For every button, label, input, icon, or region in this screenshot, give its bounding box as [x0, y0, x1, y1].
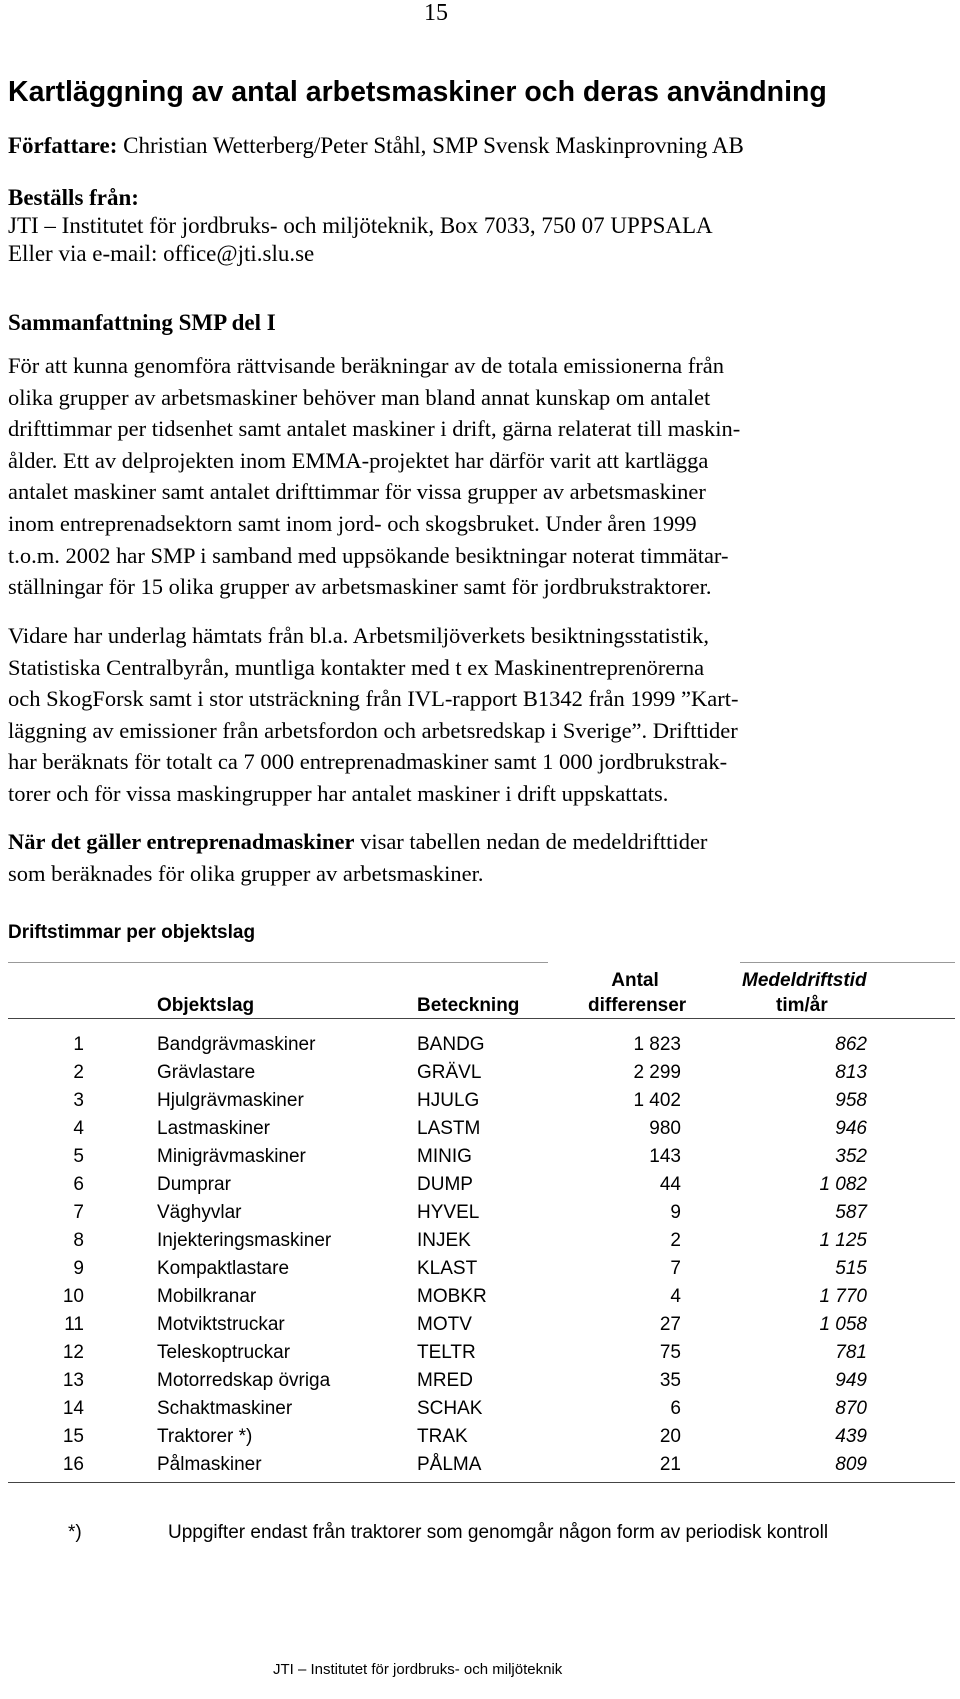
cell-antal: 6	[670, 1398, 681, 1419]
cell-no: 6	[73, 1174, 84, 1195]
table-row	[0, 1258, 960, 1286]
table-row	[0, 1286, 960, 1314]
summary-paragraph-2	[8, 620, 948, 810]
cell-beteckning: TELTR	[417, 1342, 476, 1363]
authors-label: Författare:	[8, 133, 118, 158]
cell-beteckning: MOTV	[417, 1314, 472, 1335]
paragraph-line: t.o.m. 2002 har SMP i samband med uppsökande besiktningar noterat timmätar-	[8, 542, 729, 568]
paragraph-line	[8, 826, 948, 858]
cell-antal: 44	[659, 1174, 681, 1195]
cell-objektslag: Injekteringsmaskiner	[157, 1230, 332, 1251]
cell-antal: 7	[670, 1258, 681, 1279]
page-footer: JTI – Institutet för jordbruks- och miljöteknik	[273, 1661, 563, 1678]
paragraph-line: inom entreprenadsektorn samt inom jord- och skogsbruket. Under åren 1999	[8, 510, 697, 536]
cell-medel: 352	[835, 1146, 867, 1167]
authors-value: Christian Wetterberg/Peter Ståhl, SMP Svensk Maskinprovning AB	[123, 133, 744, 158]
cell-medel: 439	[835, 1426, 867, 1447]
table-row	[0, 1202, 960, 1230]
cell-medel: 1 125	[819, 1230, 867, 1251]
table-title: Driftstimmar per objektslag	[8, 922, 256, 943]
cell-no: 7	[73, 1202, 84, 1223]
cell-no: 9	[73, 1258, 84, 1279]
cell-objektslag: Motorredskap övriga	[157, 1370, 331, 1391]
cell-beteckning: PÅLMA	[417, 1454, 482, 1475]
table-row	[0, 1454, 960, 1482]
cell-antal: 1 402	[633, 1090, 681, 1111]
cell-beteckning: BANDG	[417, 1034, 485, 1055]
cell-objektslag: Pålmaskiner	[157, 1454, 262, 1475]
cell-antal: 9	[670, 1202, 681, 1223]
cell-beteckning: MRED	[417, 1370, 473, 1391]
cell-no: 2	[73, 1062, 84, 1083]
table-top-rule	[8, 962, 548, 963]
cell-objektslag: Dumprar	[157, 1174, 231, 1195]
summary-paragraph-1	[8, 350, 948, 603]
cell-antal: 21	[659, 1454, 681, 1475]
cell-beteckning: MINIG	[417, 1146, 472, 1167]
paragraph-line: ålder. Ett av delprojekten inom EMMA-projektet har därför varit att kartlägga	[8, 447, 709, 473]
cell-objektslag: Mobilkranar	[157, 1286, 257, 1307]
cell-antal: 143	[649, 1146, 681, 1167]
cell-no: 3	[73, 1090, 84, 1111]
cell-medel: 870	[835, 1398, 867, 1419]
order-email: Eller via e-mail: office@jti.slu.se	[8, 241, 315, 266]
table-row	[0, 1146, 960, 1174]
table-row	[0, 1426, 960, 1454]
table-row	[0, 1118, 960, 1146]
paragraph-line: antalet maskiner samt antalet drifttimmar för vissa grupper av arbetsmaskiner	[8, 479, 706, 505]
cell-objektslag: Hjulgrävmaskiner	[157, 1090, 304, 1111]
paragraph-line: ställningar för 15 olika grupper av arbetsmaskiner samt för jordbrukstraktorer.	[8, 574, 712, 600]
cell-beteckning: MOBKR	[417, 1286, 487, 1307]
header-medel-line2: tim/år	[776, 995, 828, 1016]
paragraph-line: För att kunna genomföra rättvisande beräkningar av de totala emissionerna från	[8, 353, 724, 378]
order-label: Beställs från:	[8, 185, 139, 210]
cell-medel: 949	[835, 1370, 867, 1391]
cell-antal: 1 823	[633, 1034, 681, 1055]
cell-no: 11	[64, 1314, 84, 1335]
cell-no: 12	[62, 1342, 84, 1363]
order-address: JTI – Institutet för jordbruks- och miljöteknik, Box 7033, 750 07 UPPSALA	[8, 213, 713, 238]
page-title: Kartläggning av antal arbetsmaskiner och deras användning	[8, 76, 827, 108]
cell-beteckning: INJEK	[417, 1230, 471, 1251]
table-row	[0, 1034, 960, 1062]
summary-heading: Sammanfattning SMP del I	[8, 310, 276, 335]
cell-antal: 980	[649, 1118, 681, 1139]
table-row	[0, 1174, 960, 1202]
cell-beteckning: SCHAK	[417, 1398, 483, 1419]
cell-objektslag: Bandgrävmaskiner	[157, 1034, 316, 1055]
paragraph-line: drifttimmar per tidsenhet samt antalet maskiner i drift, gärna relaterat till maskin-	[8, 416, 741, 442]
cell-beteckning: HYVEL	[417, 1202, 480, 1223]
paragraph-text: visar tabellen nedan de medeldrifttider	[354, 829, 708, 854]
cell-objektslag: Grävlastare	[157, 1062, 256, 1083]
cell-objektslag: Väghyvlar	[157, 1202, 242, 1223]
paragraph-line: läggning av emissioner från arbetsfordon och arbetsredskap i Sverige”. Drifttider	[8, 717, 738, 743]
cell-no: 5	[73, 1146, 84, 1167]
table-bottom-rule	[8, 1482, 955, 1483]
cell-no: 1	[73, 1034, 84, 1055]
cell-medel: 1 082	[819, 1174, 867, 1195]
cell-antal: 2	[670, 1230, 681, 1251]
cell-no: 14	[62, 1398, 84, 1419]
table-row	[0, 1230, 960, 1258]
cell-objektslag: Minigrävmaskiner	[157, 1146, 306, 1167]
table-row	[0, 1398, 960, 1426]
cell-medel: 862	[835, 1034, 867, 1055]
table-row	[0, 1342, 960, 1370]
cell-objektslag: Lastmaskiner	[157, 1118, 270, 1139]
cell-beteckning: TRAK	[417, 1426, 468, 1447]
table-row	[0, 1090, 960, 1118]
paragraph-line: som beräknades för olika grupper av arbetsmaskiner.	[8, 860, 484, 886]
cell-antal: 4	[670, 1286, 681, 1307]
cell-medel: 1 770	[819, 1286, 867, 1307]
cell-beteckning: HJULG	[417, 1090, 480, 1111]
page-number: 15	[424, 0, 448, 26]
paragraph-line: och SkogForsk samt i stor utsträckning från IVL-rapport B1342 från 1999 ”Kart-	[8, 686, 739, 712]
cell-objektslag: Teleskoptruckar	[157, 1342, 291, 1363]
header-medel-line1: Medeldriftstid	[742, 970, 867, 991]
cell-no: 10	[62, 1286, 84, 1307]
paragraph-line: har beräknats för totalt ca 7 000 entreprenadmaskiner samt 1 000 jordbrukstrak-	[8, 749, 728, 775]
paragraph-line: torer och för vissa maskingrupper har antalet maskiner i drift uppskattats.	[8, 780, 669, 806]
footnote-text: Uppgifter endast från traktorer som genomgår någon form av periodisk kontroll	[168, 1522, 829, 1543]
table-row	[0, 1370, 960, 1398]
header-antal-line2: differenser	[588, 995, 687, 1016]
header-beteckning: Beteckning	[417, 995, 520, 1016]
table-row	[0, 1314, 960, 1342]
cell-objektslag: Schaktmaskiner	[157, 1398, 293, 1419]
header-objektslag: Objektslag	[157, 995, 255, 1016]
cell-beteckning: DUMP	[417, 1174, 473, 1195]
cell-antal: 27	[659, 1314, 681, 1335]
cell-medel: 1 058	[819, 1314, 867, 1335]
cell-objektslag: Traktorer *)	[157, 1426, 253, 1447]
table-row	[0, 1062, 960, 1090]
table-header-rule	[8, 1018, 955, 1019]
cell-medel: 946	[835, 1118, 867, 1139]
cell-no: 4	[73, 1118, 84, 1139]
cell-medel: 781	[835, 1342, 867, 1363]
paragraph-line: Vidare har underlag hämtats från bl.a. Arbetsmiljöverkets besiktningsstatistik,	[8, 623, 709, 648]
cell-antal: 20	[659, 1426, 681, 1447]
cell-objektslag: Kompaktlastare	[157, 1258, 290, 1279]
cell-medel: 515	[835, 1258, 867, 1279]
header-antal-line1: Antal	[611, 970, 659, 991]
cell-medel: 813	[835, 1062, 867, 1083]
cell-medel: 958	[835, 1090, 867, 1111]
cell-antal: 35	[659, 1370, 681, 1391]
footnote-mark: *)	[68, 1522, 82, 1543]
cell-beteckning: GRÄVL	[417, 1062, 482, 1083]
cell-no: 15	[62, 1426, 84, 1447]
paragraph-line: Statistiska Centralbyrån, muntliga kontakter med t ex Maskinentreprenörerna	[8, 654, 705, 680]
table-top-rule-right	[740, 962, 955, 963]
summary-paragraph-3	[8, 826, 948, 889]
cell-beteckning: LASTM	[417, 1118, 481, 1139]
cell-objektslag: Motviktstruckar	[157, 1314, 285, 1335]
cell-antal: 75	[659, 1342, 681, 1363]
authors-line	[8, 133, 744, 159]
cell-no: 8	[73, 1230, 84, 1251]
paragraph-line: olika grupper av arbetsmaskiner behöver man bland annat kunskap om antalet	[8, 384, 711, 410]
cell-antal: 2 299	[633, 1062, 681, 1083]
paragraph-emphasis: När det gäller entreprenadmaskiner	[8, 829, 355, 854]
cell-medel: 809	[835, 1454, 867, 1475]
cell-no: 13	[62, 1370, 84, 1391]
cell-medel: 587	[835, 1202, 867, 1223]
cell-beteckning: KLAST	[417, 1258, 478, 1279]
cell-no: 16	[62, 1454, 84, 1475]
